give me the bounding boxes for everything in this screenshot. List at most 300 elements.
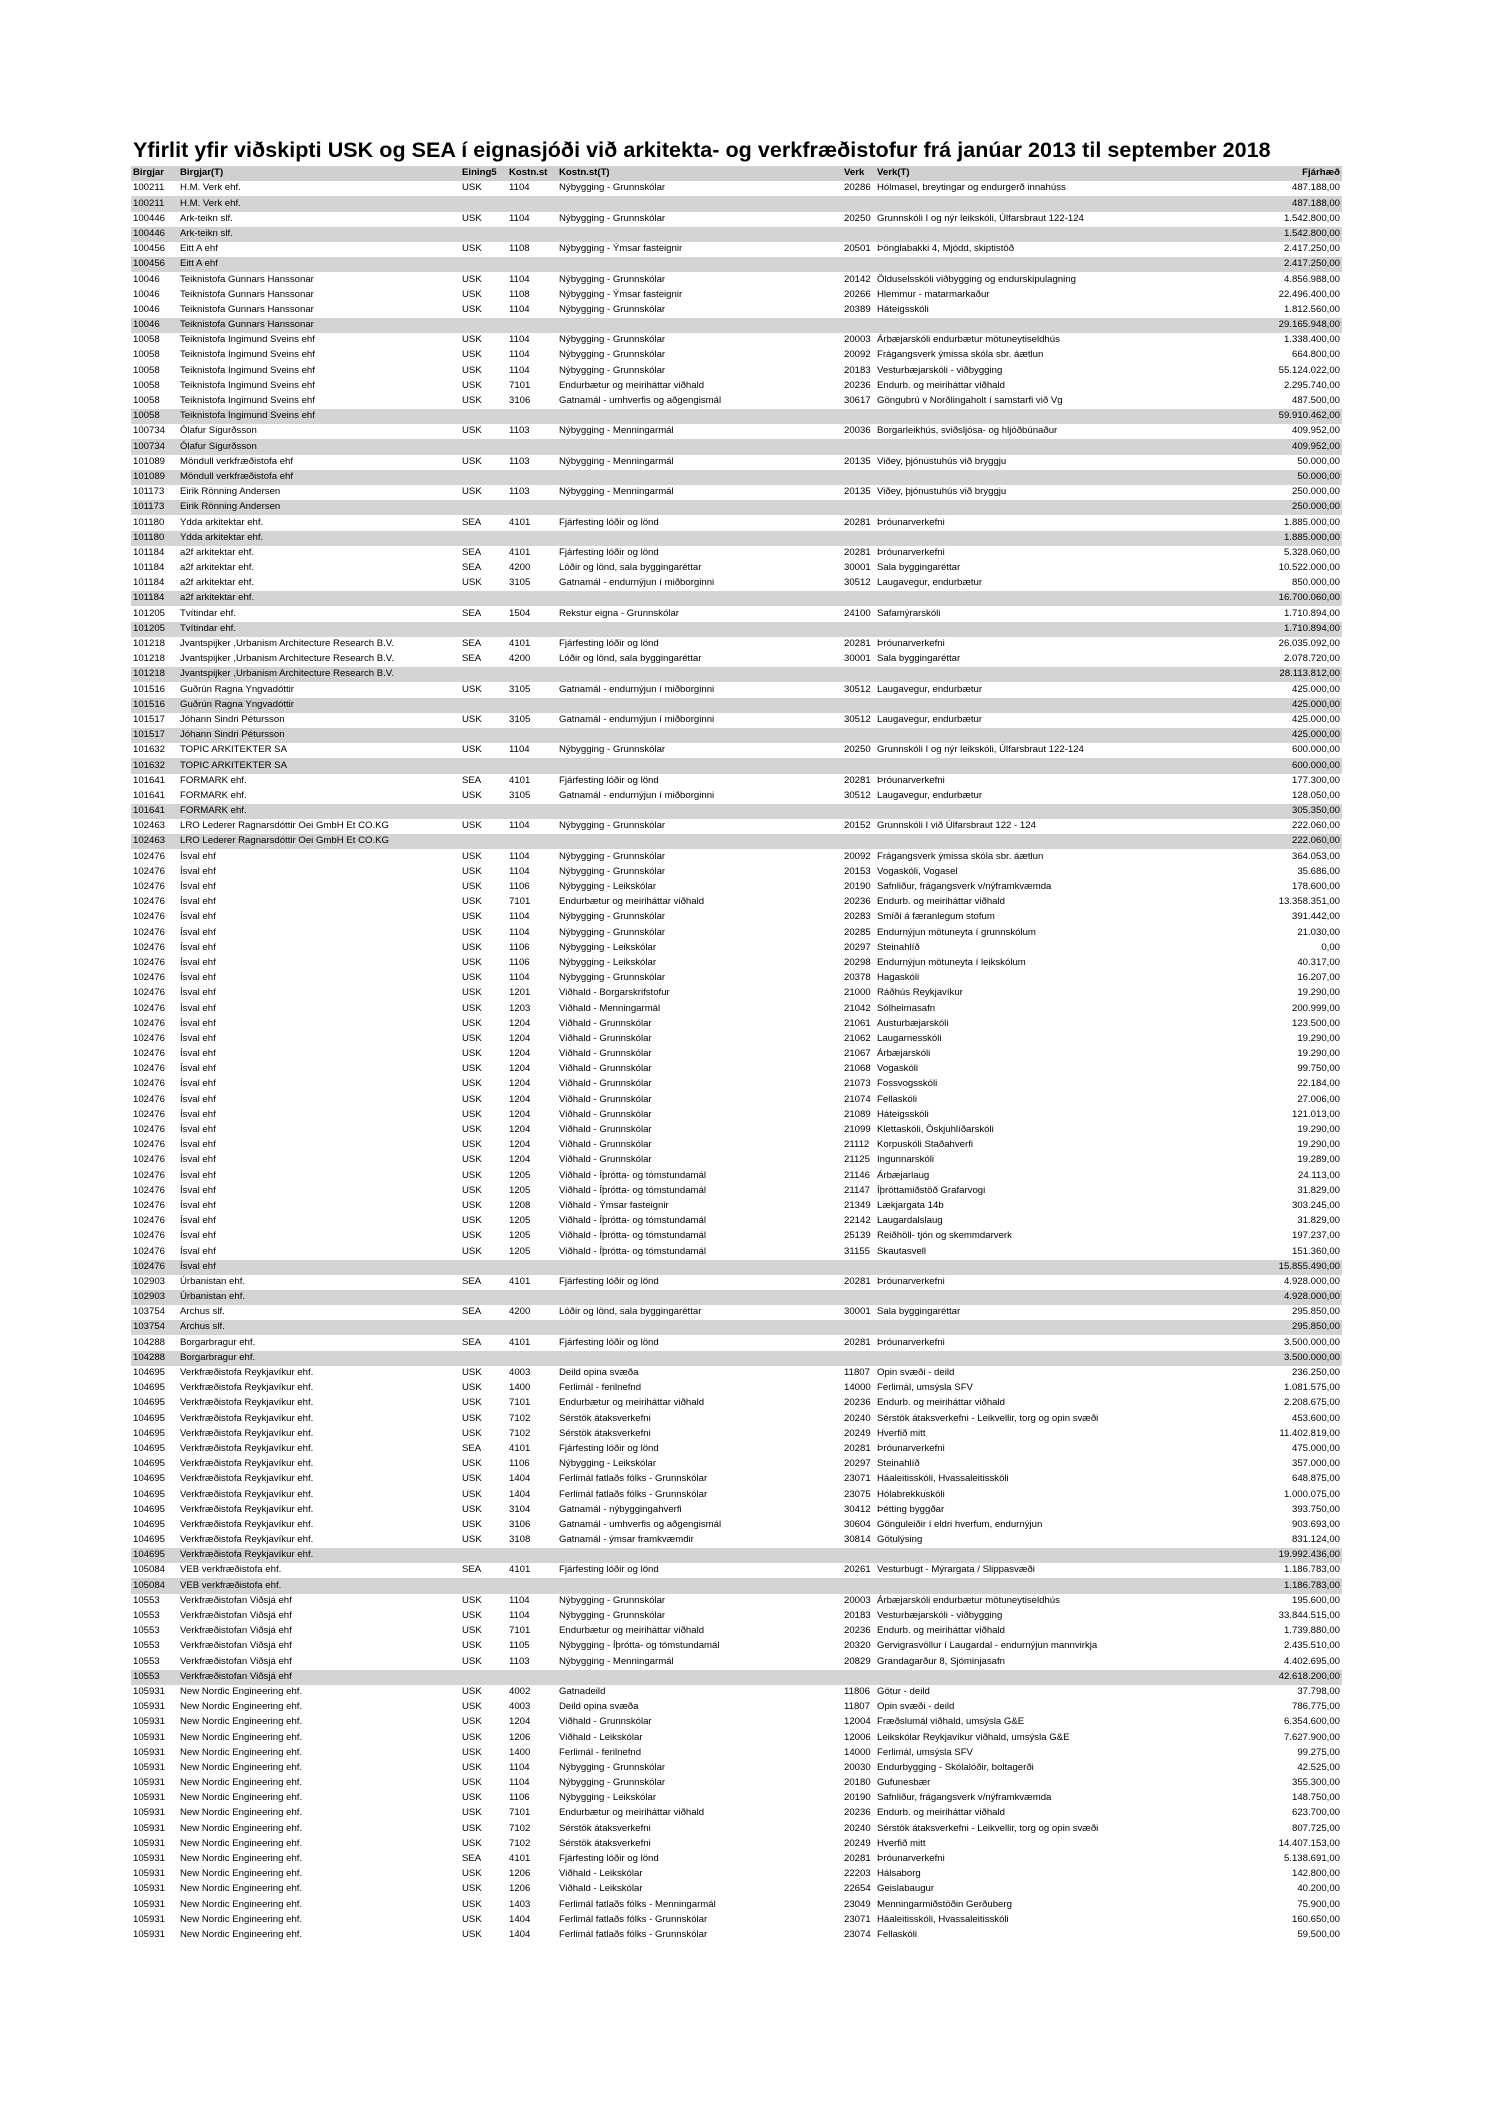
table-row (131, 682, 1342, 697)
cell-birgjar: 10553 (133, 1610, 160, 1621)
cell-birgjar-name: Ísval ehf (180, 956, 216, 968)
table-row (131, 242, 1342, 257)
cell-birgjar-name: New Nordic Engineering ehf. (180, 1792, 303, 1804)
cell-verk (842, 728, 875, 743)
cell-birgjar-name: Ísval ehf (180, 1002, 216, 1014)
cell-birgjar-name: New Nordic Engineering ehf. (180, 1716, 303, 1728)
cell-birgjar: 102476 (133, 1139, 166, 1151)
cell-verk-name: Frágangsverk ýmissa skóla sbr. áætlun (877, 349, 1044, 361)
cell-verk-name (875, 500, 1212, 515)
table-row (131, 1335, 1342, 1350)
cell-fjarhaed: 40.200,00 (1297, 1883, 1340, 1895)
cell-kostn-st (507, 1578, 557, 1593)
cell-eining: USK (462, 349, 482, 361)
cell-birgjar: 102476 (133, 1002, 166, 1014)
cell-kostn-st-name: Nýbygging - Grunnskólar (559, 334, 666, 346)
table-row (131, 1806, 1342, 1821)
table-row (131, 424, 1342, 439)
table-row (131, 1913, 1342, 1928)
cell-fjarhaed: 4.928.000,00 (1212, 1290, 1342, 1305)
cell-kostn-st (507, 439, 557, 454)
cell-fjarhaed: 178.600,00 (1291, 881, 1340, 892)
cell-birgjar-name: New Nordic Engineering ehf. (180, 1898, 303, 1910)
cell-eining: SEA (462, 607, 482, 619)
cell-birgjar-name: Verkfræðistofan Viðsjá ehf (180, 1655, 292, 1667)
cell-kostn-st-name: Viðhald - Grunnskólar (559, 1032, 652, 1044)
cell-verk: 20389 (844, 303, 871, 315)
cell-verk: 31155 (844, 1245, 870, 1257)
cell-eining: USK (462, 1716, 482, 1728)
cell-birgjar-name: Teiknistofa Gunnars Hanssonar (180, 273, 314, 285)
cell-eining: USK (462, 865, 482, 877)
cell-verk-name: Laugarnesskóli (877, 1032, 942, 1044)
cell-kostn-st: 7102 (509, 1427, 531, 1439)
cell-birgjar-name: a2f arkitektar ehf. (180, 577, 255, 589)
cell-eining: USK (462, 1169, 482, 1181)
cell-birgjar: 10058 (133, 379, 160, 391)
cell-eining: SEA (462, 1275, 482, 1287)
cell-birgjar: 105931 (133, 1807, 166, 1819)
cell-birgjar-name: VEB verkfræðistofa ehf. (178, 1578, 460, 1593)
cell-eining (460, 470, 507, 485)
table-row (131, 1062, 1342, 1077)
cell-verk: 20281 (844, 516, 871, 528)
cell-verk: 20236 (844, 1807, 871, 1819)
cell-fjarhaed: 27.006,00 (1297, 1093, 1340, 1105)
cell-birgjar-name: New Nordic Engineering ehf. (180, 1701, 303, 1713)
cell-birgjar-name: Ísval ehf (180, 911, 216, 923)
cell-kostn-st: 4101 (509, 1442, 531, 1454)
cell-verk-name: Korpuskóli Staðahverfi (877, 1139, 973, 1151)
cell-kostn-st: 4200 (509, 653, 531, 665)
cell-kostn-st-name: Viðhald - Grunnskólar (559, 1716, 652, 1728)
cell-fjarhaed: 453.600,00 (1291, 1412, 1340, 1424)
cell-birgjar: 101516 (131, 698, 178, 713)
cell-fjarhaed: 15.855.490,00 (1212, 1260, 1342, 1275)
cell-birgjar: 104695 (133, 1488, 166, 1500)
cell-fjarhaed: 850.000,00 (1291, 577, 1340, 589)
cell-birgjar: 105931 (133, 1731, 166, 1743)
cell-verk-name: Þróunarverkefni (877, 638, 945, 649)
cell-verk-name: Endurb. og meiriháttar viðhald (877, 379, 1005, 391)
cell-birgjar: 101632 (131, 758, 178, 773)
cell-verk-name: Götur - deild (877, 1685, 930, 1697)
cell-fjarhaed: 1.885.000,00 (1212, 531, 1342, 546)
cell-birgjar-name: New Nordic Engineering ehf. (180, 1837, 303, 1849)
cell-eining: USK (462, 744, 482, 756)
cell-kostn-st: 3104 (509, 1503, 531, 1515)
cell-fjarhaed: 19.992.436,00 (1212, 1548, 1342, 1563)
cell-fjarhaed: 59.910.462,00 (1212, 409, 1342, 424)
cell-kostn-st-name: Ferlimál fatlaðs fólks - Grunnskólar (559, 1928, 708, 1940)
cell-kostn-st: 1104 (509, 334, 530, 346)
table-row (131, 181, 1342, 196)
cell-fjarhaed: 600.000,00 (1291, 744, 1340, 756)
cell-birgjar: 102476 (133, 1093, 166, 1105)
cell-verk (842, 667, 875, 682)
cell-eining: USK (462, 486, 482, 498)
cell-kostn-st: 1206 (509, 1731, 531, 1743)
cell-kostn-st: 4101 (509, 546, 531, 558)
cell-kostn-st: 3106 (509, 395, 531, 406)
cell-kostn-st: 4101 (509, 638, 531, 649)
table-row (131, 1503, 1342, 1518)
cell-kostn-st-name: Viðhald - Borgarskrifstofur (559, 987, 670, 999)
cell-birgjar: 105931 (133, 1898, 166, 1910)
cell-birgjar-name: Eirik Rönning Andersen (180, 486, 281, 498)
cell-eining: USK (462, 1746, 482, 1758)
cell-verk-name: Endurb. og meiriháttar viðhald (877, 1397, 1005, 1409)
cell-birgjar: 105931 (133, 1868, 166, 1880)
cell-kostn-st-name (557, 758, 842, 773)
cell-birgjar: 104695 (133, 1382, 166, 1394)
cell-birgjar: 105084 (131, 1578, 178, 1593)
cell-kostn-st: 1104 (509, 182, 530, 194)
cell-eining: USK (462, 1473, 482, 1485)
cell-verk-name: Safnliður, frágangsverk v/nýframkvæmda (877, 881, 1052, 892)
cell-kostn-st-name: Sérstök átaksverkefni (559, 1412, 651, 1424)
cell-verk: 30512 (844, 713, 871, 725)
cell-eining: USK (462, 1655, 482, 1667)
table-row (131, 1746, 1342, 1761)
cell-birgjar-name: Ísval ehf (180, 865, 216, 877)
cell-verk-name: Hagaskóli (877, 972, 920, 984)
cell-verk-name: Frágangsverk ýmissa skóla sbr. áætlun (877, 850, 1044, 862)
table-row (131, 272, 1342, 287)
cell-verk-name (875, 804, 1212, 819)
cell-verk: 20266 (844, 288, 871, 300)
cell-birgjar-name: Verkfræðistofa Reykjavíkur ehf. (180, 1367, 314, 1378)
cell-verk: 21125 (844, 1154, 870, 1166)
cell-kostn-st-name: Gatnamál - endurnýjun í miðborginni (559, 789, 715, 801)
cell-fjarhaed: 1.081.575,00 (1283, 1382, 1340, 1394)
cell-fjarhaed: 16.700.060,00 (1212, 591, 1342, 606)
table-row (131, 1897, 1342, 1912)
cell-fjarhaed: 19.289,00 (1297, 1154, 1340, 1166)
table-row (131, 1092, 1342, 1107)
cell-kostn-st: 1104 (509, 926, 530, 938)
cell-birgjar-name: Ísval ehf (180, 1108, 216, 1120)
cell-birgjar: 101184 (133, 546, 165, 558)
cell-birgjar-name: New Nordic Engineering ehf. (180, 1853, 303, 1864)
table-row (131, 212, 1342, 227)
cell-birgjar: 10553 (133, 1594, 160, 1606)
cell-kostn-st-name (557, 470, 842, 485)
cell-verk: 20286 (844, 182, 871, 194)
cell-birgjar: 102903 (133, 1275, 166, 1287)
cell-verk: 20285 (844, 926, 871, 938)
cell-verk: 20036 (844, 425, 871, 437)
table-row (131, 1639, 1342, 1654)
cell-kostn-st-name: Gatnamál - endurnýjun í miðborginni (559, 577, 715, 589)
cell-birgjar-name: Verkfræðistofan Viðsjá ehf (180, 1610, 292, 1621)
cell-verk: 30001 (844, 1306, 871, 1318)
cell-fjarhaed: 19.290,00 (1297, 987, 1340, 999)
cell-verk-name: Laugavegur, endurbætur (877, 577, 983, 589)
cell-kostn-st: 1106 (509, 881, 530, 892)
subtotal-row (131, 439, 1342, 454)
cell-fjarhaed: 425.000,00 (1291, 683, 1340, 695)
cell-verk: 24100 (844, 607, 871, 619)
table-row (131, 1001, 1342, 1016)
cell-verk: 12006 (844, 1731, 871, 1743)
cell-eining: USK (462, 212, 482, 224)
cell-verk (842, 758, 875, 773)
cell-verk-name: Endurb. og meiriháttar viðhald (877, 1625, 1005, 1637)
cell-kostn-st-name: Viðhald - Íþrótta- og tómstundamál (559, 1169, 707, 1181)
cell-birgjar-name: Möndull verkfræðistofa ehf (180, 455, 294, 467)
cell-birgjar-name: Ísval ehf (180, 1199, 216, 1211)
table-row (131, 713, 1342, 728)
cell-kostn-st (507, 1260, 557, 1275)
cell-fjarhaed: 55.124.022,00 (1278, 364, 1340, 376)
cell-eining: USK (462, 1367, 482, 1378)
subtotal-row (131, 804, 1342, 819)
cell-kostn-st-name (557, 591, 842, 606)
cell-kostn-st-name: Endurbætur og meiriháttar viðhald (559, 1807, 705, 1819)
cell-kostn-st: 1106 (509, 941, 530, 953)
cell-verk-name (875, 439, 1212, 454)
cell-verk-name: Hlemmur - matarmarkaður (877, 288, 990, 300)
cell-eining: USK (462, 1898, 482, 1910)
column-header-verk: Verk (842, 166, 875, 181)
cell-eining: USK (462, 820, 482, 832)
cell-verk-name: Opin svæði - deild (877, 1701, 955, 1713)
cell-verk-name: Þróunarverkefni (877, 546, 945, 558)
cell-kostn-st-name: Nýbygging - Leikskólar (559, 1458, 657, 1470)
cell-verk-name: Háaleitisskóli, Hvassaleitisskóli (877, 1913, 1009, 1925)
cell-birgjar: 102476 (133, 1230, 166, 1242)
cell-verk: 20250 (844, 212, 871, 224)
cell-eining (460, 591, 507, 606)
cell-eining: USK (462, 911, 482, 923)
cell-fjarhaed: 2.435.510,00 (1283, 1640, 1340, 1652)
cell-fjarhaed: 19.290,00 (1297, 1048, 1340, 1060)
cell-verk: 11807 (844, 1367, 870, 1378)
cell-birgjar: 102476 (133, 1245, 166, 1257)
cell-fjarhaed: 16.207,00 (1297, 972, 1340, 984)
cell-eining (460, 1548, 507, 1563)
cell-birgjar-name: Teiknistofa Ingimund Sveins ehf (180, 395, 315, 406)
cell-kostn-st-name: Viðhald - Leikskólar (559, 1731, 643, 1743)
cell-verk-name: Vogaskóli (877, 1063, 919, 1075)
cell-verk: 21061 (844, 1017, 871, 1029)
cell-birgjar-name: Ólafur Sigurðsson (180, 425, 257, 437)
cell-kostn-st-name (557, 531, 842, 546)
cell-fjarhaed: 123.500,00 (1291, 1017, 1340, 1029)
subtotal-row (131, 667, 1342, 682)
cell-kostn-st: 3105 (509, 683, 531, 695)
cell-birgjar: 104695 (133, 1473, 166, 1485)
cell-birgjar-name: New Nordic Engineering ehf. (180, 1883, 303, 1895)
cell-verk-name: Fossvogsskóli (877, 1078, 938, 1090)
cell-kostn-st-name (557, 728, 842, 743)
table-row (131, 1381, 1342, 1396)
cell-fjarhaed: 487.188,00 (1212, 196, 1342, 211)
cell-birgjar: 102476 (133, 1063, 166, 1075)
cell-eining: USK (462, 1124, 482, 1135)
cell-verk: 20030 (844, 1761, 871, 1773)
cell-kostn-st-name: Viðhald - Íþrótta- og tómstundamál (559, 1215, 707, 1227)
table-row (131, 1594, 1342, 1609)
cell-eining: USK (462, 1017, 482, 1029)
cell-verk-name: Háaleitisskóli, Hvassaleitisskóli (877, 1473, 1009, 1485)
cell-verk-name: Þétting byggðar (877, 1503, 945, 1515)
cell-birgjar-name: VEB verkfræðistofa ehf. (180, 1564, 282, 1576)
cell-kostn-st: 7102 (509, 1412, 531, 1424)
subtotal-row (131, 1351, 1342, 1366)
cell-kostn-st-name: Gatnamál - nýbyggingahverfi (559, 1503, 682, 1515)
cell-verk: 21089 (844, 1108, 871, 1120)
cell-verk: 25139 (844, 1230, 871, 1242)
cell-birgjar: 104288 (133, 1336, 166, 1348)
cell-verk: 30001 (844, 562, 871, 574)
cell-eining (460, 1670, 507, 1685)
cell-verk: 30512 (844, 577, 871, 589)
cell-verk-name: Sérstök átaksverkefni - Leikvellir, torg og opin svæði (877, 1412, 1099, 1424)
cell-verk: 11806 (844, 1685, 870, 1697)
cell-fjarhaed: 42.525,00 (1297, 1761, 1340, 1773)
table-row (131, 1457, 1342, 1472)
cell-eining: SEA (462, 638, 482, 649)
cell-verk-name: Hólmasel, breytingar og endurgerð innahúss (877, 182, 1066, 194)
cell-kostn-st: 1108 (509, 243, 530, 255)
table-row (131, 1624, 1342, 1639)
subtotal-row (131, 591, 1342, 606)
table-row (131, 1518, 1342, 1533)
cell-kostn-st: 1403 (509, 1898, 531, 1910)
table-row (131, 1533, 1342, 1548)
cell-verk: 20135 (844, 455, 871, 467)
cell-fjarhaed: 99.275,00 (1297, 1746, 1340, 1758)
cell-birgjar-name: Úrbanistan ehf. (180, 1275, 246, 1287)
cell-verk: 20236 (844, 1397, 871, 1409)
cell-birgjar-name: Ísval ehf (178, 1260, 460, 1275)
cell-birgjar-name: Ísval ehf (180, 1063, 216, 1075)
cell-verk-name: Grunnskóli I og nýr leikskóli, Úlfarsbraut 122-124 (877, 744, 1084, 756)
cell-birgjar: 101184 (133, 577, 165, 589)
cell-kostn-st: 1104 (509, 850, 530, 862)
cell-verk-name: Austurbæjarskóli (877, 1017, 949, 1029)
cell-birgjar-name: Jvantspijker ,Urbanism Architecture Research B.V. (180, 638, 394, 649)
cell-kostn-st: 1104 (509, 1761, 530, 1773)
subtotal-row (131, 758, 1342, 773)
cell-birgjar-name: Ísval ehf (180, 1017, 216, 1029)
cell-kostn-st-name: Fjárfesting lóðir og lönd (559, 516, 659, 528)
cell-birgjar: 105931 (133, 1883, 166, 1895)
cell-eining: USK (462, 1078, 482, 1090)
cell-verk-name: Laugavegur, endurbætur (877, 713, 983, 725)
cell-kostn-st-name: Viðhald - Grunnskólar (559, 1063, 652, 1075)
table-row (131, 1715, 1342, 1730)
cell-verk-name: Endurnýjun mötuneyta í grunnskólum (877, 926, 1036, 938)
cell-fjarhaed: 4.928.000,00 (1283, 1275, 1340, 1287)
cell-kostn-st: 1104 (509, 1777, 530, 1789)
cell-birgjar-name: New Nordic Engineering ehf. (180, 1746, 303, 1758)
cell-fjarhaed: 648.875,00 (1291, 1473, 1340, 1485)
cell-birgjar: 102476 (133, 1169, 166, 1181)
table-row (131, 1229, 1342, 1244)
cell-fjarhaed: 99.750,00 (1297, 1063, 1340, 1075)
cell-kostn-st: 1204 (509, 1093, 531, 1105)
table-row (131, 956, 1342, 971)
cell-eining: USK (462, 850, 482, 862)
cell-kostn-st: 4002 (509, 1685, 531, 1697)
cell-verk: 21147 (844, 1184, 870, 1196)
cell-birgjar-name: Borgarbragur ehf. (180, 1336, 256, 1348)
cell-kostn-st: 1204 (509, 1063, 531, 1075)
cell-fjarhaed: 425.000,00 (1212, 728, 1342, 743)
cell-kostn-st-name: Ferlimál fatlaðs fólks - Grunnskólar (559, 1488, 708, 1500)
table-row (131, 1138, 1342, 1153)
cell-kostn-st-name: Viðhald - Ýmsar fasteignir (559, 1199, 669, 1211)
cell-birgjar: 102463 (133, 820, 166, 832)
cell-birgjar: 104695 (133, 1503, 166, 1515)
table-row (131, 1867, 1342, 1882)
cell-verk-name: Grunnskóli I við Úlfarsbraut 122 - 124 (877, 820, 1036, 832)
cell-fjarhaed: 1.186.783,00 (1283, 1564, 1340, 1576)
table-row (131, 455, 1342, 470)
table-row (131, 1882, 1342, 1897)
cell-kostn-st-name: Nýbygging - Grunnskólar (559, 926, 666, 938)
subtotal-row (131, 318, 1342, 333)
cell-birgjar: 102476 (133, 911, 166, 923)
cell-kostn-st-name: Nýbygging - Leikskólar (559, 881, 657, 892)
cell-verk-name: Sérstök átaksverkefni - Leikvellir, torg og opin svæði (877, 1822, 1099, 1834)
cell-kostn-st: 7101 (509, 379, 531, 391)
cell-kostn-st (507, 698, 557, 713)
cell-fjarhaed: 357.000,00 (1291, 1458, 1340, 1470)
table-row (131, 333, 1342, 348)
table-row (131, 1153, 1342, 1168)
table-row (131, 789, 1342, 804)
table-row (131, 880, 1342, 895)
cell-eining: USK (462, 1792, 482, 1804)
cell-fjarhaed: 623.700,00 (1291, 1807, 1340, 1819)
cell-kostn-st: 1205 (509, 1215, 531, 1227)
cell-eining (460, 227, 507, 242)
cell-kostn-st-name: Fjárfesting lóðir og lönd (559, 1564, 659, 1576)
cell-kostn-st-name: Gatnamál - umhverfis og aðgengismál (559, 395, 722, 406)
cell-fjarhaed: 160.650,00 (1291, 1913, 1340, 1925)
column-header-verk-t: Verk(T) (875, 166, 1212, 181)
cell-verk: 20281 (844, 1442, 871, 1454)
cell-fjarhaed: 195.600,00 (1291, 1594, 1340, 1606)
table-row (131, 1275, 1342, 1290)
cell-eining: USK (462, 1397, 482, 1409)
cell-verk-name: Steinahlíð (877, 941, 920, 953)
cell-fjarhaed: 4.402.695,00 (1283, 1655, 1340, 1667)
cell-eining: USK (462, 1685, 482, 1697)
cell-kostn-st: 1105 (509, 1640, 530, 1652)
cell-kostn-st: 7101 (509, 1807, 531, 1819)
cell-verk (842, 470, 875, 485)
cell-eining: SEA (462, 1306, 482, 1318)
cell-eining: USK (462, 1928, 482, 1940)
cell-fjarhaed: 6.354.600,00 (1283, 1716, 1340, 1728)
cell-fjarhaed: 21.030,00 (1297, 926, 1340, 938)
cell-verk-name: Fræðslumál viðhald, umsýsla G&E (877, 1716, 1025, 1728)
cell-kostn-st-name (557, 257, 842, 272)
cell-verk-name (875, 531, 1212, 546)
cell-eining: USK (462, 425, 482, 437)
cell-kostn-st-name: Lóðir og lönd, sala byggingaréttar (559, 653, 702, 665)
cell-kostn-st (507, 500, 557, 515)
cell-kostn-st-name: Fjárfesting lóðir og lönd (559, 1442, 659, 1454)
cell-verk-name (875, 591, 1212, 606)
cell-kostn-st (507, 409, 557, 424)
table-row (131, 925, 1342, 940)
